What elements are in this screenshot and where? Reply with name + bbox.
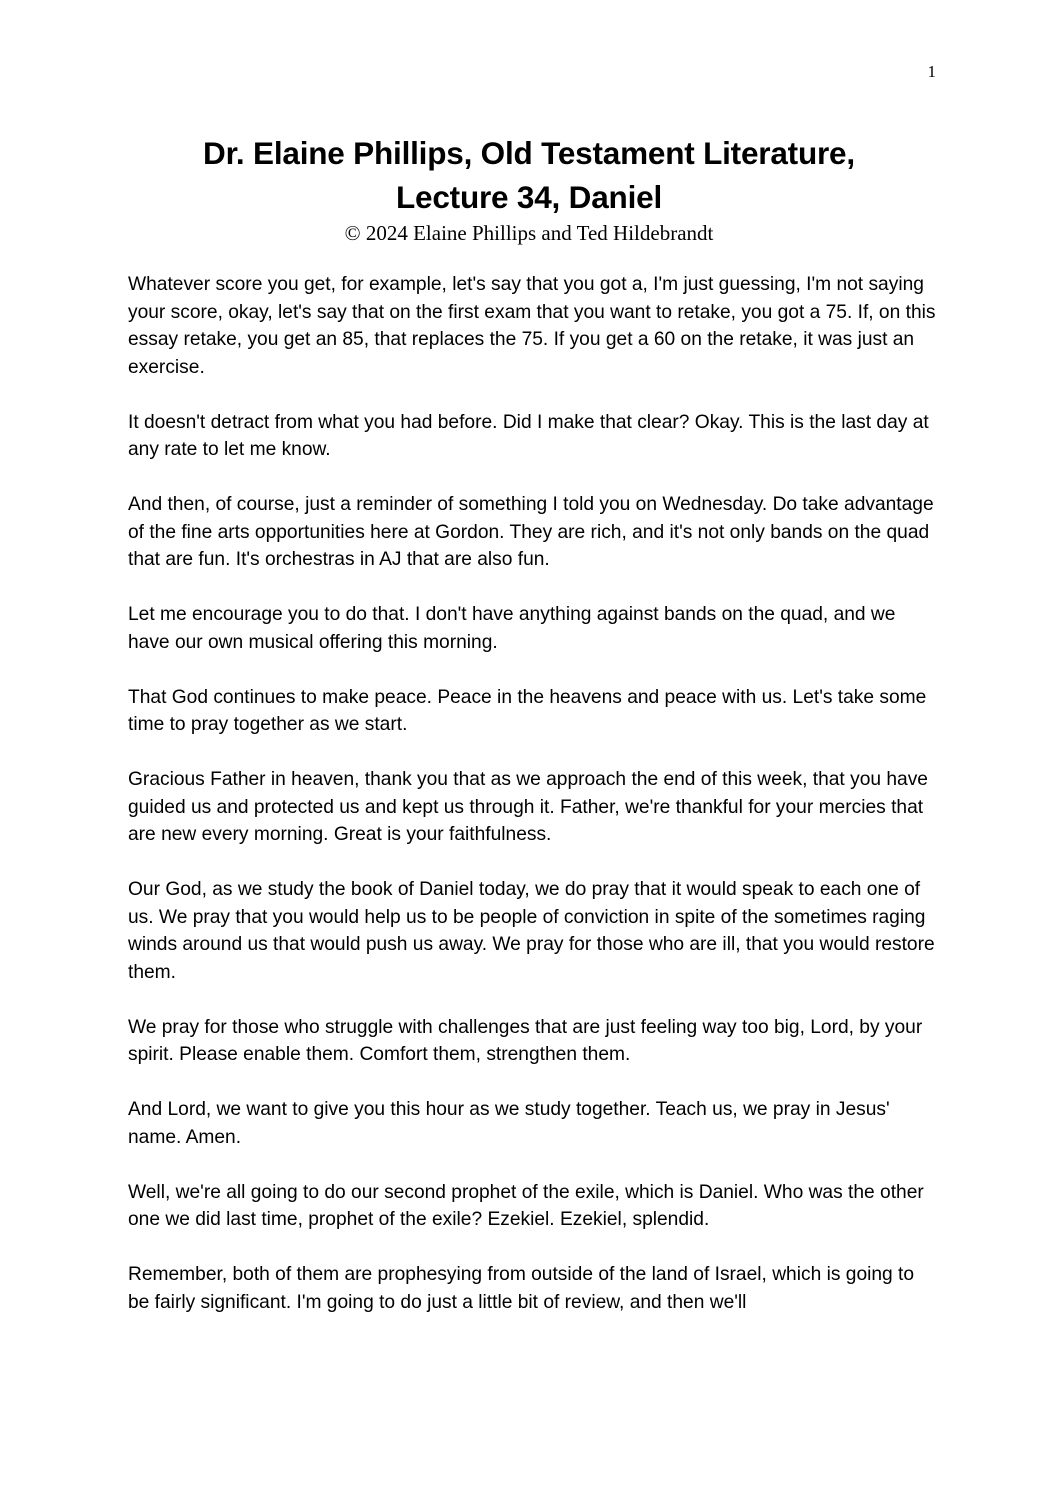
paragraph: We pray for those who struggle with challenges that are just feeling way too big, Lord, by your spirit. Please enable them. Comfort them, strengthen them. — [128, 1016, 923, 1065]
paragraph: Whatever score you get, for example, let's say that you got a, I'm just guessing, I'm not saying your score, okay, let's say that on the first exam that you want to retake, you got a 75. If, on this essay retake, you get an 85, that replaces the 75. If you get a 60 on the retake, it was just an exercise. — [128, 274, 936, 378]
title-line-1: Dr. Elaine Phillips, Old Testament Literature, — [203, 135, 855, 171]
paragraph: That God continues to make peace. Peace in the heavens and peace with us. Let's take some time to pray together as we start. — [128, 686, 927, 735]
page-number: 1 — [927, 62, 936, 81]
copyright-line: © 2024 Elaine Phillips and Ted Hildebrandt — [344, 221, 714, 245]
paragraph: And then, of course, just a reminder of something I told you on Wednesday. Do take advantage of the fine arts opportunities here at Gordon. They are rich, and it's not only bands on the quad that are fun. It's orchestras in AJ that are also fun. — [128, 494, 934, 570]
paragraph: Well, we're all going to do our second prophet of the exile, which is Daniel. Who was the other one we did last time, prophet of the exile? Ezekiel. Ezekiel, splendid. — [128, 1181, 924, 1230]
document-title — [100, 131, 958, 219]
title-line-2: Lecture 34, Daniel — [395, 179, 662, 215]
paragraph: Our God, as we study the book of Daniel today, we do pray that it would speak to each one of us. We pray that you would help us to be people of conviction in spite of the sometimes raging winds around us that would push us away. We pray for those who are ill, that you would restore them. — [128, 879, 935, 983]
paragraph: It doesn't detract from what you had before. Did I make that clear? Okay. This is the last day at any rate to let me know. — [128, 411, 929, 460]
document-body — [128, 271, 938, 1344]
paragraph: And Lord, we want to give you this hour as we study together. Teach us, we pray in Jesus' name. Amen. — [128, 1099, 890, 1148]
paragraph: Remember, both of them are prophesying from outside of the land of Israel, which is going to be fairly significant. I'm going to do just a little bit of review, and then we'll — [128, 1264, 915, 1313]
paragraph: Let me encourage you to do that. I don't have anything against bands on the quad, and we have our own musical offering this morning. — [128, 604, 896, 653]
paragraph: Gracious Father in heaven, thank you that as we approach the end of this week, that you have guided us and protected us and kept us through it. Father, we're thankful for your mercies that are new every morning. Great is your faithfulness. — [128, 769, 928, 845]
